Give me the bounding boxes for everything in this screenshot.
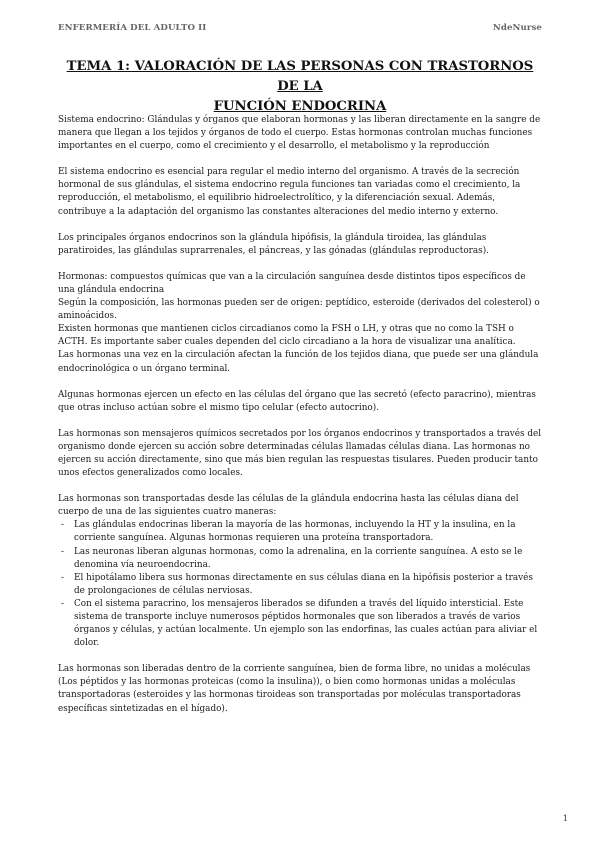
list-item [58,519,542,545]
paragraph-release-forms: Las hormonas son liberadas dentro de la corriente sanguínea, bien de forma libre, no unidas a moléculas (Los péptidos y las hormonas proteicas (como la insulina)), o bien como hormonas unidas a moléculas transportadoras (esteroides y las hormonas tiroideas son transportadas por moléculas transportadoras específicas sintetizadas en el hígado). [58,664,531,714]
header-course-title: ENFERMERÍA DEL ADULTO II [58,23,207,33]
transport-list [58,519,542,650]
page-title-line-2: FUNCIÓN ENDOCRINA [213,99,387,114]
paragraph-internal-environment: El sistema endocrino es esencial para regular el medio interno del organismo. A través de la secreción hormonal de sus glándulas, el sistema endocrino regula funciones tan variadas como el crecimiento, la reproducción, el metabolismo, el equilibrio hidroelectrolítico, y la diferenciación sexual. Además, contribuye a la adaptación del organismo las constantes alteraciones del medio interno y externo. [58,167,521,217]
bullet-dash: - [61,520,64,531]
paragraph-paracrine-effect: Algunas hormonas ejercen un efecto en las células del órgano que las secretó (efecto paracrino), mientras que otras incluso actúan sobre el mismo tipo celular (efecto autocrino). [58,389,536,413]
list-item [58,598,542,650]
bullet-dash: - [61,572,64,583]
list-item-text: Las neuronas liberan algunas hormonas, como la adrenalina, en la corriente sanguínea. A esto se le denomina vía neuroendocrina. [74,546,523,570]
bullet-dash: - [61,598,64,609]
hormones-target-tissues: Las hormonas una vez en la circulación afectan la función de los tejidos diana, que puede ser una glándula endocrinológica o un órgano terminal. [58,350,539,374]
hormones-circadian: Existen hormonas que mantienen ciclos circadianos como la FSH o LH, y otras que no como la TSH o ACTH. Es importante saber cuales dependen del ciclo circadiano a la hora de visualizar una analítica. [58,324,516,348]
paragraph-chemical-messengers: Las hormonas son mensajeros químicos secretados por los órganos endocrinos y transportados a través del organismo donde ejercen su acción sobre determinadas células llamadas células diana. Las hormonas no ejercen su acción directamente, sino que más bien regulan las respuestas tisulares. Pueden producir tanto unos efectos generalizados como locales. [58,428,542,479]
hormones-composition: Según la composición, las hormonas pueden ser de origen: peptídico, esteroide (derivados del colesterol) o aminoácidos. [58,298,540,322]
page-number: 1 [562,814,568,824]
list-item-text: El hipotálamo libera sus hormonas directamente en sus células diana en la hipófisis posterior a través de prolongaciones de células nerviosas. [74,572,533,596]
document-body [58,114,542,729]
paragraph-hormones [58,271,542,376]
hormones-definition: Hormonas: compuestos químicas que van a la circulación sanguínea desde distintos tipos específicos de una glándula endocrina [58,271,526,295]
list-item-text: Las glándulas endocrinas liberan la mayoría de las hormonas, incluyendo la HT y la insulina, en la corriente sanguínea. Algunas hormonas requieren una proteína transportadora. [74,520,516,544]
list-item-text: Con el sistema paracrino, los mensajeros liberados se difunden a través del líquido intersticial. Este sistema de transporte incluye numerosos péptidos hormonales que son liberados a través de varios órganos y células, y actúan localmente. Un ejemplo son las endorfinas, las cuales actúan para aliviar el dolor. [74,598,538,649]
list-item [58,572,542,598]
page-title [58,57,542,117]
list-item [58,546,542,572]
paragraph-transport-intro: Las hormonas son transportadas desde las células de la glándula endocrina hasta las células diana del cuerpo de una de las siguientes cuatro maneras: [58,494,519,518]
header-brand: NdeNurse [492,23,542,33]
page-title-line-1: TEMA 1: VALORACIÓN DE LAS PERSONAS CON TRASTORNOS DE LA [66,59,534,94]
bullet-dash: - [61,546,64,557]
paragraph-main-organs: Los principales órganos endocrinos son la glándula hipófisis, la glándula tiroidea, las glándulas paratiroides, las glándulas suprarrenales, el páncreas, y las gónadas (glándulas reproductoras). [58,232,489,256]
paragraph-endocrine-system: Sistema endocrino: Glándulas y órganos que elaboran hormonas y las liberan directamente en la sangre de manera que llegan a los tejidos y órganos de todo el cuerpo. Estas hormonas controlan muchas funciones importantes en el cuerpo, como el crecimiento y el desarrollo, el metabolismo y la reproducción [58,115,541,152]
